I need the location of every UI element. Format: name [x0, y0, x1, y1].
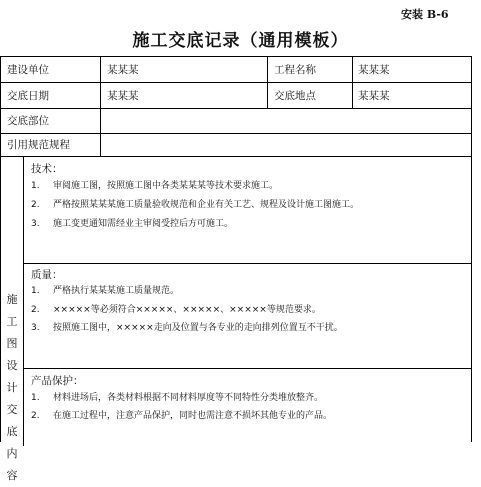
protection-item-1: [31, 390, 323, 403]
field-value-construction-unit[interactable]: 某某某: [107, 64, 139, 76]
item-number: 2.: [31, 411, 40, 421]
side-label-char: 交: [6, 403, 18, 416]
section-heading-technical: 技术：: [31, 163, 63, 175]
side-label-char: 图: [6, 337, 18, 350]
item-text: 施工变更通知需经业主审阅受控后方可施工。: [53, 219, 234, 229]
item-number: 1.: [31, 393, 40, 403]
technical-item-3: [31, 216, 233, 229]
item-text: 材料进场后，各类材料根据不同材料厚度等不同特性分类堆放整齐。: [53, 393, 324, 403]
section-divider: [23, 368, 471, 369]
row-divider: [1, 133, 471, 134]
field-label-project-name: 工程名称: [274, 64, 316, 76]
quality-item-1: [31, 283, 179, 296]
item-text: ×××××等必须符合×××××、×××××、×××××等规范要求。: [53, 305, 321, 315]
side-label-char: 设: [6, 359, 18, 372]
column-divider: [352, 57, 353, 108]
field-label-construction-unit: 建设单位: [7, 64, 49, 76]
field-label-briefing-location: 交底地点: [274, 90, 316, 102]
row-divider: [1, 82, 471, 83]
column-divider: [100, 57, 101, 156]
side-label-char: 计: [6, 381, 18, 394]
item-text: 严格执行某某某施工质量规范。: [53, 286, 180, 296]
side-label-char: 施: [6, 293, 18, 306]
quality-item-3: [31, 320, 343, 333]
side-label-drawing-briefing-content: [1, 289, 23, 487]
technical-item-1: [31, 178, 278, 191]
item-number: 1.: [31, 286, 40, 296]
section-heading-quality: 质量：: [31, 269, 63, 281]
item-number: 3.: [31, 323, 40, 333]
side-label-char: 容: [6, 469, 18, 482]
item-number: 2.: [31, 200, 40, 210]
side-label-char: 底: [6, 425, 18, 438]
item-text: 审阅施工图，按照施工图中各类某某某等技术要求施工。: [53, 181, 279, 191]
row-divider: [1, 156, 471, 157]
page-title: 施工交底记录（通用模板）: [132, 31, 349, 51]
field-value-project-name[interactable]: 某某某: [358, 64, 390, 76]
row-divider: [1, 108, 471, 109]
quality-item-2: [31, 302, 321, 315]
field-value-briefing-date[interactable]: 某某某: [107, 90, 139, 102]
item-text: 在施工过程中，注意产品保护，同时也需注意不损坏其他专业的产品。: [53, 411, 333, 421]
protection-item-2: [31, 408, 332, 421]
field-label-briefing-part: 交底部位: [7, 115, 49, 127]
record-table: [0, 56, 472, 482]
item-number: 3.: [31, 219, 40, 229]
field-label-briefing-date: 交底日期: [7, 90, 49, 102]
document-code: 安装 B-6: [401, 8, 449, 21]
section-heading-product-protection: 产品保护：: [31, 375, 84, 387]
item-number: 1.: [31, 181, 40, 191]
side-label-char: 内: [6, 447, 18, 460]
column-divider: [267, 57, 268, 108]
column-divider: [23, 156, 24, 446]
field-label-cited-standards: 引用规范规程: [7, 139, 70, 151]
technical-item-2: [31, 197, 359, 210]
field-value-briefing-location[interactable]: 某某某: [358, 90, 390, 102]
item-text: 按照施工图中，×××××走向及位置与各专业的走向排列位置互不干扰。: [53, 323, 343, 333]
item-number: 2.: [31, 305, 40, 315]
side-label-char: 工: [6, 315, 18, 328]
section-divider: [23, 263, 471, 264]
item-text: 严格按照某某某施工质量验收规范和企业有关工艺、规程及设计施工图施工。: [53, 200, 360, 210]
